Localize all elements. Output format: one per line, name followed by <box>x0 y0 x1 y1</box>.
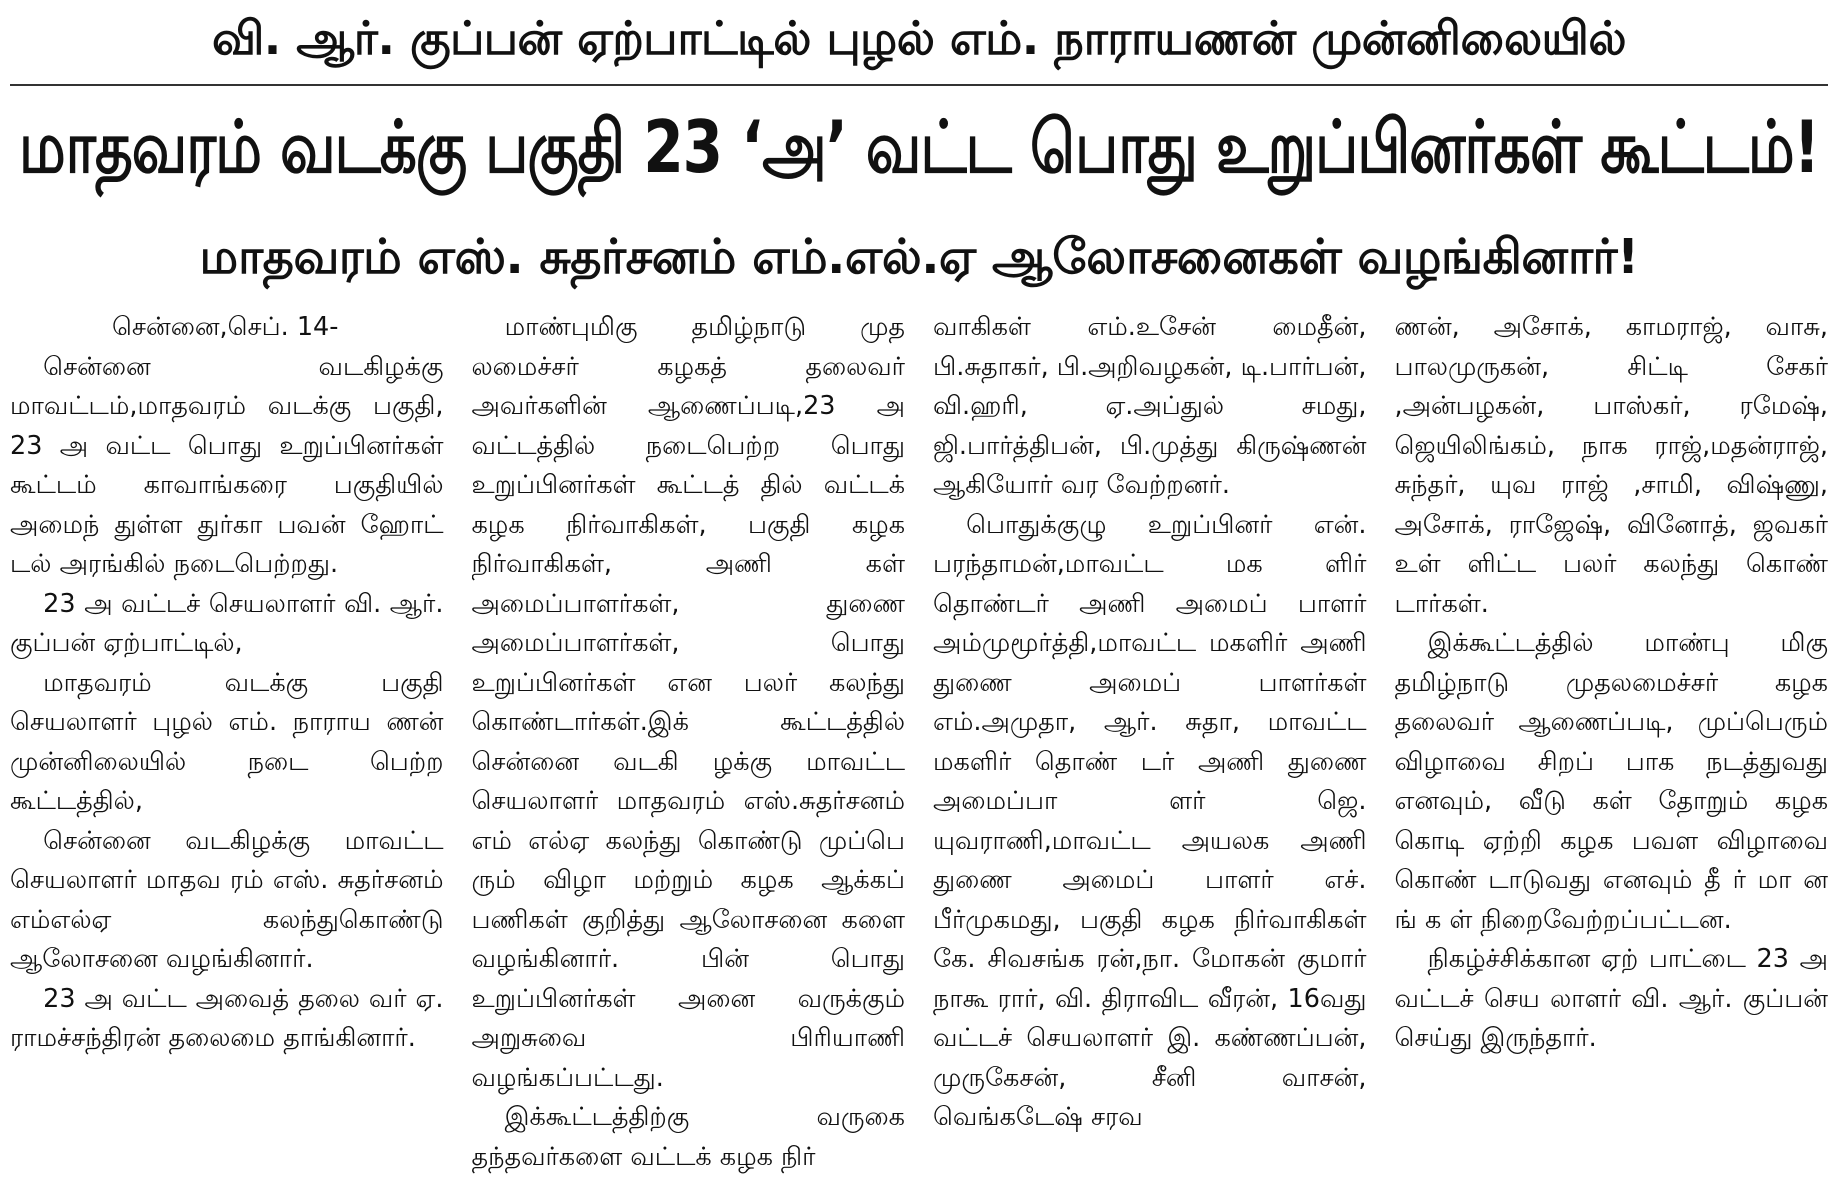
kicker-line: வி. ஆர். குப்பன் ஏற்பாட்டில் புழல் எம். நாராயணன் முன்னிலையில் <box>211 10 1627 65</box>
paragraph: பொதுக்குழு உறுப்பினர் என். பரந்தாமன்,மாவட்ட மக ளிர் தொண்டர் அணி அமைப் பாளர் அம்முமூர்த்தி,மாவட்ட மகளிர் அணி துணை அமைப் பாளர்கள் எம்.அமுதா, ஆர். சுதா, மாவட்ட மகளிர் தொண் டர் அணி துணை அமைப்பா ளர் ஜெ. யுவராணி,மாவட்ட அயலக அணி துணை அமைப் பாளர் எச். பீர்முகமது, பகுதி கழக நிர்வாகிகள் கே. சிவசங்க ரன்,நா. மோகன் குமார் நாகூ ரார், வி. திராவிட வீரன், 16வது வட்டச் செயலாளர் இ. கண்ணப்பன், முருகேசன், சீனி வாசன், வெங்கடேஷ் சரவ <box>933 509 1367 1132</box>
paragraph: சென்னை வடகிழக்கு மாவட்டம்,மாதவரம் வடக்கு பகுதி, 23 அ வட்ட பொது உறுப்பினர்கள் கூட்டம் காவாங்கரை பகுதியில் அமைந் துள்ள துர்கா பவன் ஹோட் டல் அரங்கில் நடைபெற்றது. <box>10 351 444 579</box>
paragraph: 23 அ வட்டச் செயலாளர் வி. ஆர். குப்பன் ஏற்பாட்டில், <box>10 588 444 658</box>
article-body <box>10 308 1828 1188</box>
subheadline: மாதவரம் எஸ். சுதர்சனம் எம்.எல்.ஏ ஆலோசனைகள் வழங்கினார்! <box>199 229 1639 285</box>
headline: மாதவரம் வடக்கு பகுதி 23 ‘அ’ வட்ட பொது உறுப்பினர்கள் கூட்டம்! <box>18 104 1820 190</box>
paragraph: நிகழ்ச்சிக்கான ஏற் பாட்டை 23 அ வட்டச் செய லாளர் வி. ஆர். குப்பன் செய்து இருந்தார். <box>1394 944 1828 1053</box>
dateline: சென்னை,செப். 14- <box>112 312 339 342</box>
paragraph: இக்கூட்டத்திற்கு வருகை தந்தவர்களை வட்டக் கழக நிர் <box>471 1102 905 1172</box>
column-4 <box>1395 308 1829 1188</box>
paragraph: ணன், அசோக், காமராஜ், வாசு, பாலமுருகன், சிட்டி சேகர் ,அன்பழகன், பாஸ்கர், ரமேஷ், ஜெயிலிங்கம், நாக ராஜ்,மதன்ராஜ், சுந்தர், யுவ ராஜ் ,சாமி, விஷ்ணு, அசோக், ராஜேஷ், வினோத், ஜவகர் உள் ளிட்ட பலர் கலந்து கொண் டார்கள். <box>1394 312 1828 619</box>
paragraph: மாதவரம் வடக்கு பகுதி செயலாளர் புழல் எம். நாராய ணன் முன்னிலையில் நடை பெற்ற கூட்டத்தில், <box>10 667 444 816</box>
paragraph: இக்கூட்டத்தில் மாண்பு மிகு தமிழ்நாடு முதலமைச்சர் கழக தலைவர் ஆணைப்படி, முப்பெரும் விழாவை சிறப் பாக நடத்துவது எனவும், வீடு கள் தோறும் கழக கொடி ஏற்றி கழக பவள விழாவை கொண் டாடுவது எனவும் தீ ர் மா ன ங் க ள் நிறைவேற்றப்பட்டன. <box>1394 628 1828 935</box>
paragraph: வாகிகள் எம்.உசேன் மைதீன், பி.சுதாகர், பி.அறிவழகன், டி.பார்பன், வி.ஹரி, ஏ.அப்துல் சமது, ஜி.பார்த்திபன், பி.முத்து கிருஷ்ணன் ஆகியோர் வர வேற்றனர். <box>933 312 1367 500</box>
paragraph: மாண்புமிகு தமிழ்நாடு முத லமைச்சர் கழகத் தலைவர் அவர்களின் ஆணைப்படி,23 அ வட்டத்தில் நடைபெற்ற பொது உறுப்பினர்கள் கூட்டத் தில் வட்டக் கழக நிர்வாகிகள், பகுதி கழக நிர்வாகிகள், அணி கள் அமைப்பாளர்கள், துணை அமைப்பாளர்கள், பொது உறுப்பினர்கள் என பலர் கலந்து கொண்டார்கள்.இக் கூட்டத்தில் சென்னை வடகி ழக்கு மாவட்ட செயலாளர் மாதவரம் எஸ்.சுதர்சனம் எம் எல்ஏ கலந்து கொண்டு முப்பெ ரும் விழா மற்றும் கழக ஆக்கப் பணிகள் குறித்து ஆலோசனை களை வழங்கினார். பின் பொது உறுப்பினர்கள் அனை வருக்கும் அறுசுவை பிரியாணி வழங்கப்பட்டது. <box>471 312 905 1093</box>
column-2 <box>472 308 906 1188</box>
paragraph: 23 அ வட்ட அவைத் தலை வர் ஏ. ராமச்சந்திரன் தலைமை தாங்கினார். <box>10 983 444 1053</box>
column-1 <box>10 308 444 1188</box>
paragraph: சென்னை வடகிழக்கு மாவட்ட செயலாளர் மாதவ ரம் எஸ். சுதர்சனம் எம்எல்ஏ கலந்துகொண்டு ஆலோசனை வழங்கினார். <box>10 825 444 974</box>
column-3 <box>933 308 1367 1188</box>
